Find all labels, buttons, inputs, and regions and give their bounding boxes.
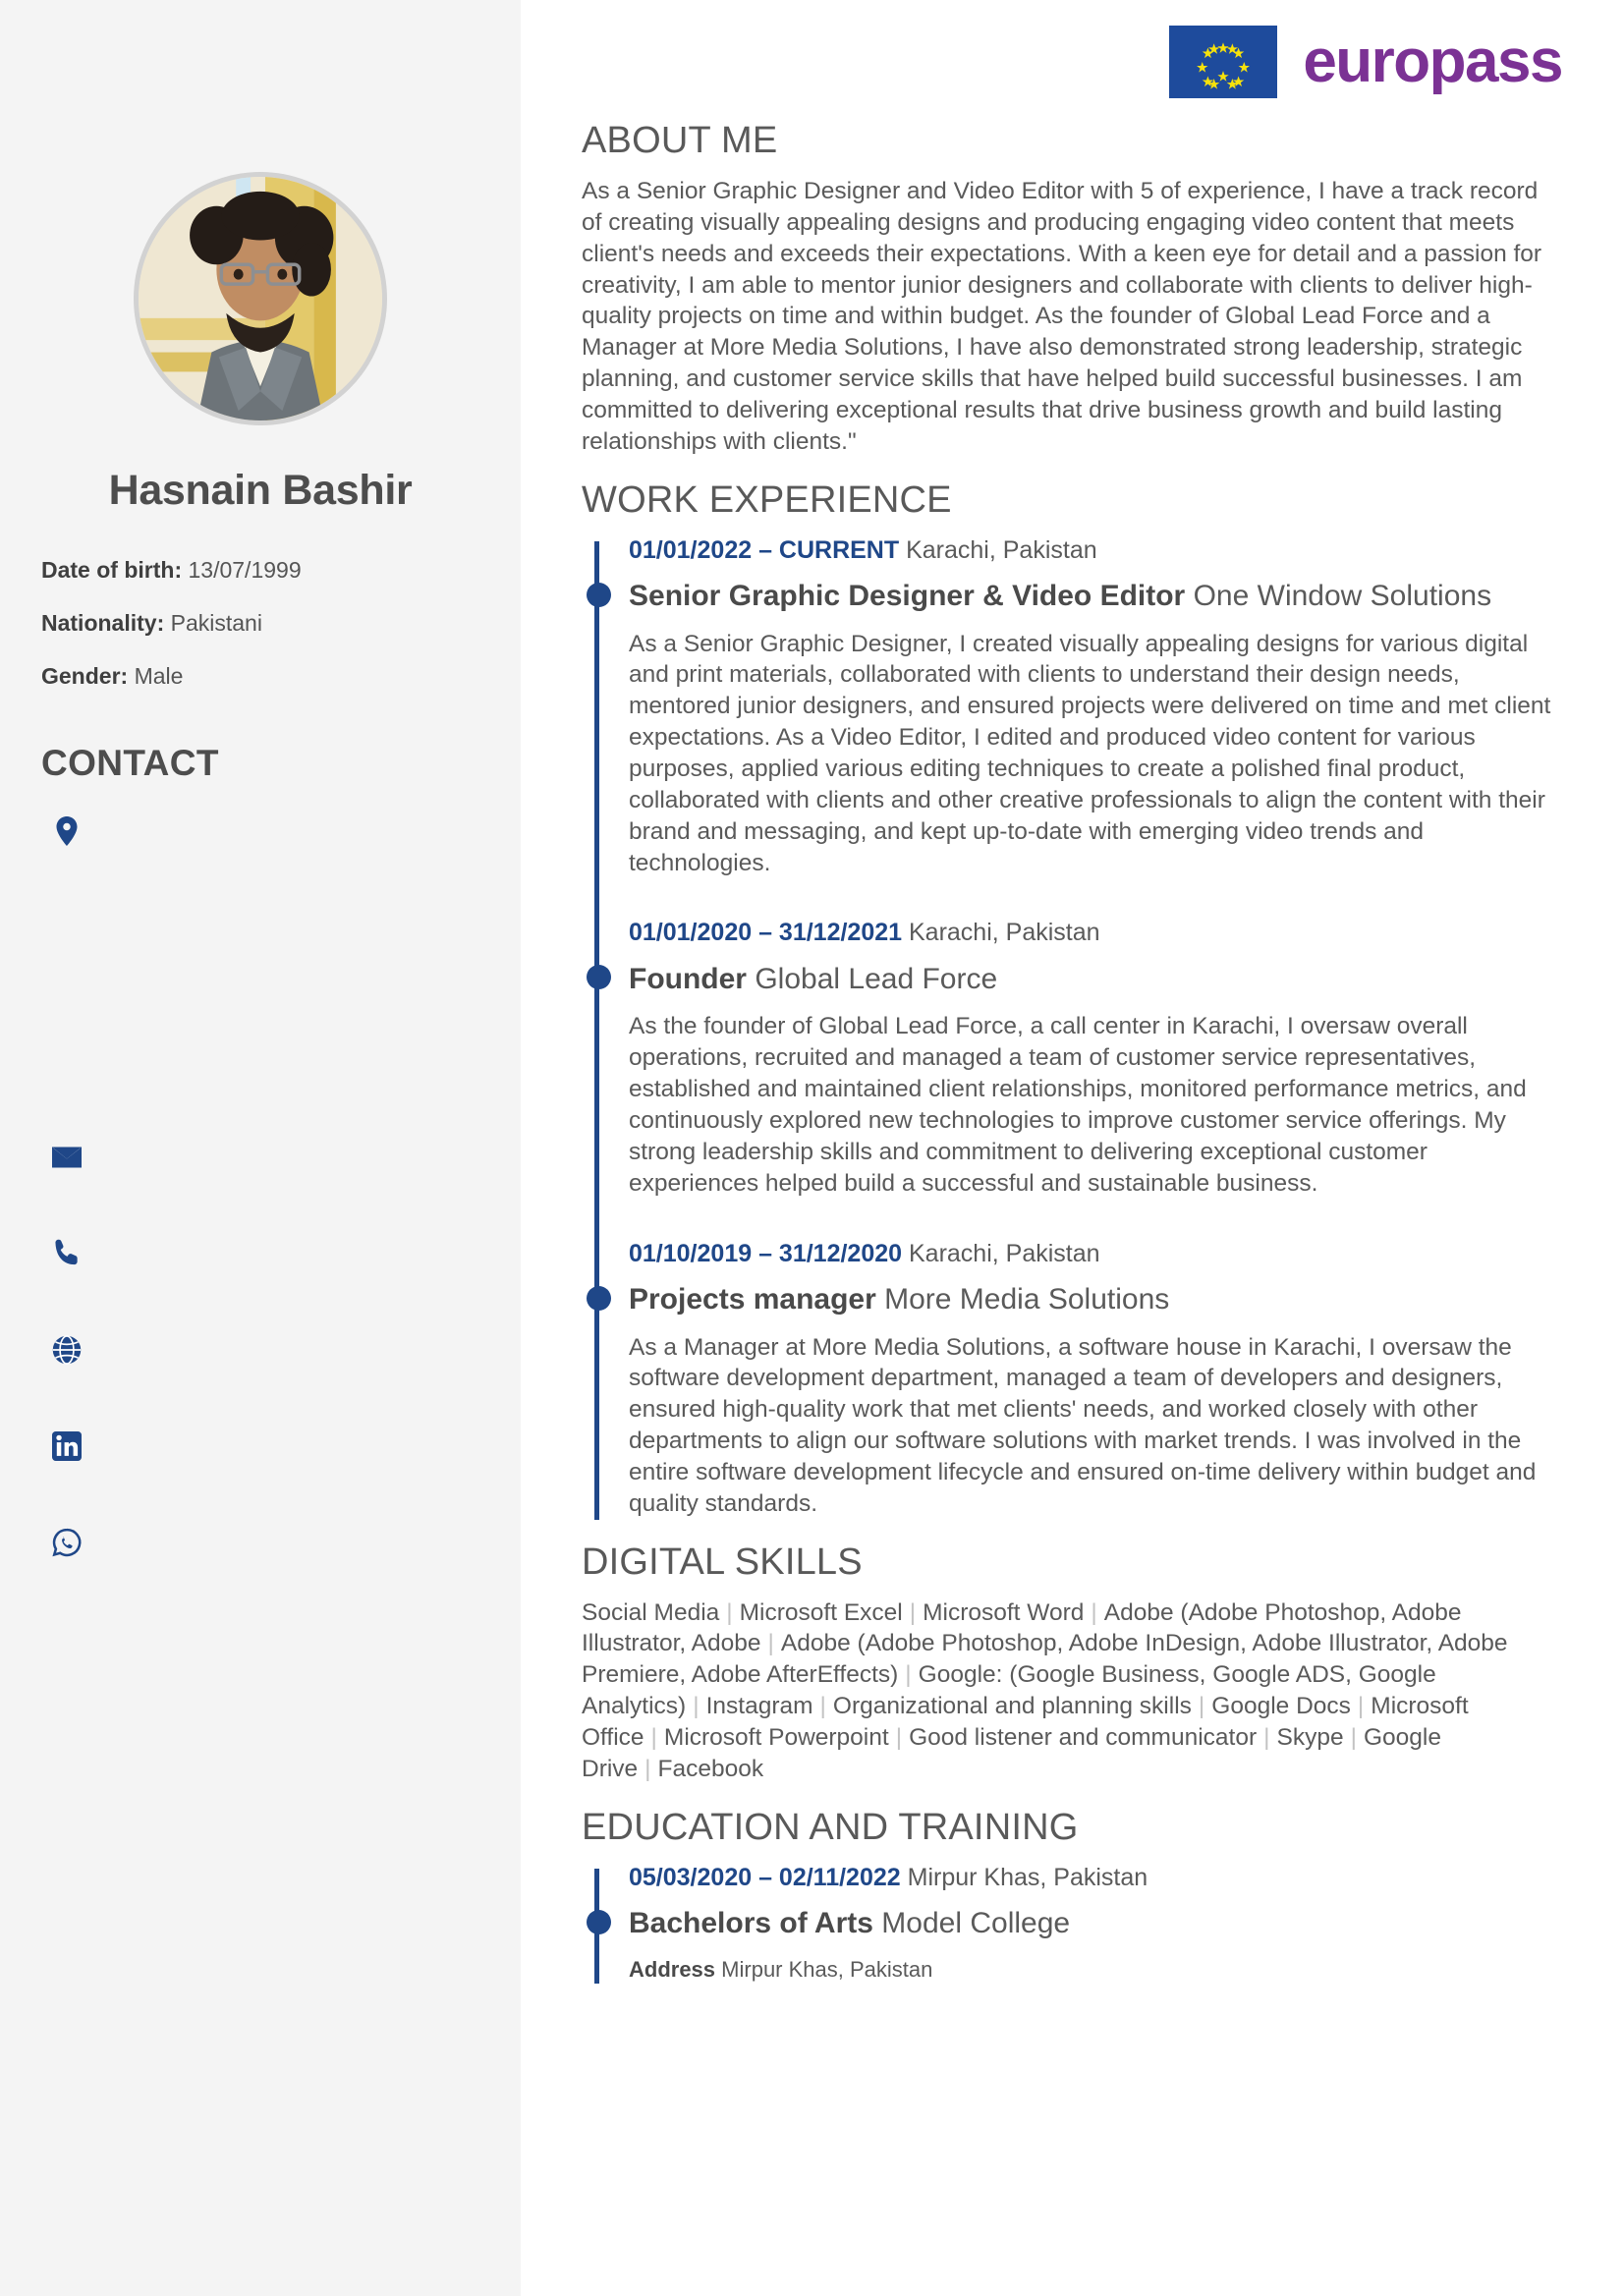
contact-spacer [49,1183,483,1236]
education-entry [629,1863,1562,1985]
work-description: As the founder of Global Lead Force, a call center in Karachi, I oversaw overall operations, recruited and managed a team of customer service representatives, established and maintained client relationships, monitored performance metrics, and continuously explored new technologies to improve customer service offerings. My strong leadership skills and commitment to delivering exceptional customer experiences helped build a successful and sustainable business. [629,1013,1527,1197]
contact-item-email[interactable] [49,1140,483,1175]
timeline-dot-icon [587,583,611,607]
europass-logo [582,0,1562,98]
contact-icon-list [37,813,483,1560]
education-date-location [629,1863,1562,1893]
whatsapp-icon [49,1525,84,1560]
personal-details [37,556,483,692]
skill-separator: | [1357,1693,1365,1720]
detail-value: Male [128,662,184,689]
work-dates: 01/01/2020 – 31/12/2021 [629,919,903,947]
about-me-title: ABOUT ME [582,120,778,161]
work-date-location [629,535,1562,566]
work-description: As a Senior Graphic Designer, I created visually appealing designs for various digital and print materials, collaborated with clients to understand their design needs, mentored junior designers, and ensured projects were delivered on time and met client expectations. As a Video Editor, I edited and produced video content for various purposes, applied various editing techniques to create a polished final product, collaborated with clients and other creative professionals to align the content with their brand and messaging, and kept up-to-date with emerging video trends and technologies. [629,630,1551,876]
work-entry [629,918,1562,1199]
skill-item: Google Drive [582,1723,1441,1782]
digital-skills-list [582,1597,1562,1785]
skill-separator: | [644,1755,651,1782]
skill-separator: | [909,1598,917,1626]
education-address-label: Address [629,1956,716,1982]
profile-photo [134,172,387,425]
education-timeline [582,1863,1562,1985]
email-icon [49,1140,84,1175]
skill-item: Social Media [582,1598,720,1626]
eu-flag-icon [1169,26,1277,98]
main-content [521,0,1624,2296]
skill-item: Instagram [705,1693,813,1720]
work-role: Projects manager [629,1282,876,1316]
work-company: One Window Solutions [1193,579,1492,612]
work-role-company [629,961,1562,998]
contact-item-location[interactable] [49,813,483,849]
europass-wordmark: europass [1303,28,1562,95]
skill-separator: | [819,1693,826,1720]
work-dates: 01/10/2019 – 31/12/2020 [629,1239,903,1267]
skill-item: Microsoft Word [923,1598,1085,1626]
digital-skills-title: DIGITAL SKILLS [582,1540,863,1583]
work-entry [629,1239,1562,1520]
work-dates: 01/01/2022 – CURRENT [629,535,900,564]
contact-spacer [49,1472,483,1525]
education-address [629,1956,1562,1985]
education-title: EDUCATION AND TRAINING [582,1806,1079,1848]
education-degree: Bachelors of Arts [629,1906,873,1939]
work-company: More Media Solutions [884,1282,1170,1316]
detail-value: Pakistani [164,609,262,636]
work-company: Global Lead Force [755,962,998,995]
work-location: Karachi, Pakistan [906,535,1097,564]
sidebar [0,0,521,2296]
skill-item: Facebook [657,1755,764,1782]
skill-item: Good listener and communicator [909,1723,1258,1751]
skill-separator: | [1263,1723,1270,1751]
detail-row [41,556,483,586]
skill-item: Google Docs [1211,1693,1351,1720]
work-role-company [629,1281,1562,1318]
work-date-location [629,918,1562,948]
skill-separator: | [650,1723,657,1751]
work-timeline [582,535,1562,1520]
detail-row [41,662,483,692]
about-me-text: As a Senior Graphic Designer and Video Editor with 5 of experience, I have a track record of creating visually appealing designs and producing engaging video content that meets client's needs and exceeds their expectations. With a keen eye for detail and a passion for creativity, I am able to mentor junior designers and collaborate with clients to deliver high-quality projects on time and within budget. As the founder of Global Lead Force and a Manager at More Media Solutions, I have also demonstrated strong leadership, strategic planning, and customer service skills that have helped build successful businesses. I am committed to delivering exceptional results that drive business growth and build lasting relationships with clients." [582,178,1542,455]
detail-label: Gender: [41,662,129,689]
detail-value: 13/07/1999 [182,557,302,583]
contact-item-linkedin[interactable] [49,1428,483,1464]
skill-separator: | [905,1661,912,1689]
person-name: Hasnain Bashir [108,467,413,514]
work-date-location [629,1239,1562,1269]
work-role: Senior Graphic Designer & Video Editor [629,579,1186,612]
skill-item: Adobe (Adobe Photoshop, Adobe Illustrator, Adobe [582,1598,1462,1657]
skill-separator: | [1198,1693,1205,1720]
work-location: Karachi, Pakistan [909,1239,1100,1267]
linkedin-icon [49,1428,84,1464]
skill-separator: | [693,1693,700,1720]
contact-spacer [49,857,483,1140]
skill-item: Adobe (Adobe Photoshop, Adobe InDesign, Adobe Illustrator, Adobe Premiere, Adobe AfterEffects) [582,1630,1508,1689]
timeline-dot-icon [587,965,611,989]
detail-label: Nationality: [41,609,165,636]
phone-icon [49,1236,84,1271]
work-description: As a Manager at More Media Solutions, a software house in Karachi, I oversaw the software development department, managed a team of developers and designers, ensured high-quality work that met clients' needs, and worked closely with other departments to align our software solutions with market trends. I was involved in the entire software development lifecycle and ensured on-time delivery within budget and quality standards. [629,1333,1537,1517]
contact-item-website[interactable] [49,1332,483,1368]
contact-heading: CONTACT [41,742,219,783]
work-location: Karachi, Pakistan [909,919,1100,947]
skill-separator: | [895,1723,903,1751]
detail-label: Date of birth: [41,557,183,583]
work-role: Founder [629,962,747,995]
location-pin-icon [49,813,84,849]
work-experience-title: WORK EXPERIENCE [582,478,952,521]
education-dates: 05/03/2020 – 02/11/2022 [629,1863,901,1891]
contact-spacer [49,1375,483,1428]
skill-item: Microsoft Office [582,1693,1469,1751]
work-role-company [629,578,1562,615]
timeline-dot-icon [587,1286,611,1311]
skill-separator: | [1091,1598,1097,1626]
skill-item: Skype [1276,1723,1344,1751]
work-entry [629,535,1562,879]
skill-item: Microsoft Powerpoint [663,1723,889,1751]
detail-row [41,609,483,639]
skill-separator: | [1350,1723,1357,1751]
timeline-dot-icon [587,1910,611,1934]
skill-separator: | [767,1630,774,1657]
skill-separator: | [726,1598,733,1626]
skill-item: Organizational and planning skills [832,1693,1192,1720]
education-address-value: Mirpur Khas, Pakistan [721,1956,933,1982]
education-location: Mirpur Khas, Pakistan [907,1863,1148,1891]
skill-item: Microsoft Excel [739,1598,903,1626]
contact-item-whatsapp[interactable] [49,1525,483,1560]
contact-spacer [49,1279,483,1332]
education-school: Model College [881,1906,1071,1939]
contact-item-phone[interactable] [49,1236,483,1271]
profile-photo-wrapper [37,172,483,425]
skill-item: Google: (Google Business, Google ADS, Google Analytics) [582,1661,1436,1720]
education-degree-school [629,1905,1562,1942]
website-globe-icon [49,1332,84,1368]
